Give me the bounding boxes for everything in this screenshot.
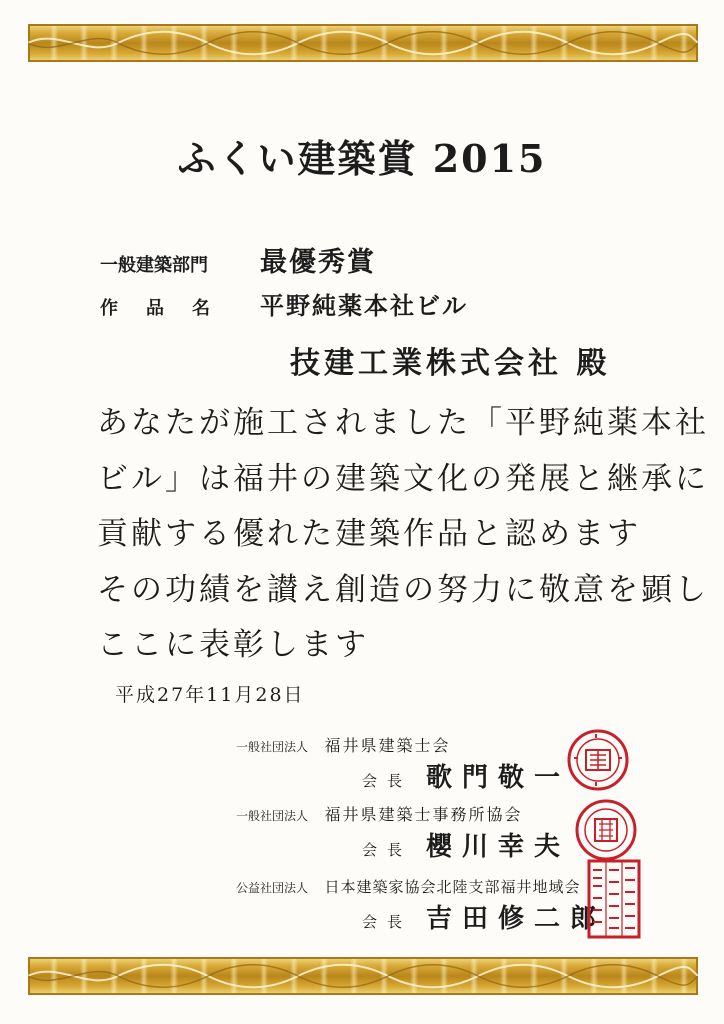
presenter-2 [362,826,570,863]
presenter-org-1 [236,733,450,756]
work-name-row [100,286,468,322]
citation-line: 貢献する優れた建築作品と認めます [97,516,641,552]
seal-stamp-3 [586,858,642,940]
top-ornamental-border [28,24,698,62]
presenter-org-2 [236,802,522,825]
presenter-role: 会長 [362,841,413,859]
award-name: 最優秀賞 [260,247,376,278]
recipient-name: 技建工業株式会社 殿 [290,346,611,381]
org-name: 日本建築家協会北陸支部福井地域会 [324,878,581,896]
award-date: 平成27年11月28日 [115,684,305,706]
presenter-3 [362,898,606,935]
seal-stamp-1 [566,728,630,792]
presenter-org-3 [236,876,580,897]
presenter-role: 会長 [362,772,413,790]
org-type: 公益社団法人 [236,881,309,895]
award-category-row [100,240,376,276]
citation-line: あなたが施工されました「平野純薬本社 [97,405,709,441]
presenter-1 [362,757,570,794]
citation-line: その功績を讃え創造の努力に敬意を顕し [97,571,709,608]
work-name: 平野純薬本社ビル [260,291,468,320]
citation-line: ビル」は福井の建築文化の発展と継承に [97,460,709,497]
certificate-title: ふくい建築賞 2015 [177,136,547,181]
citation-line: ここに表彰します [97,627,369,663]
category-label: 一般建築部門 [100,255,208,276]
citation-text [97,396,709,674]
org-type: 一般社団法人 [236,809,309,823]
work-label: 作品名 [100,298,238,319]
bottom-ornamental-border [28,957,698,995]
org-name: 福井県建築士会 [324,736,451,755]
org-name: 福井県建築士事務所協会 [324,805,523,824]
presenter-name: 櫻川幸夫 [426,832,571,862]
seal-stamp-2 [574,798,638,862]
presenter-role: 会長 [362,913,413,931]
presenter-name: 吉田修二郎 [426,904,607,934]
org-type: 一般社団法人 [236,740,309,754]
presenter-name: 歌門敬一 [426,763,571,793]
